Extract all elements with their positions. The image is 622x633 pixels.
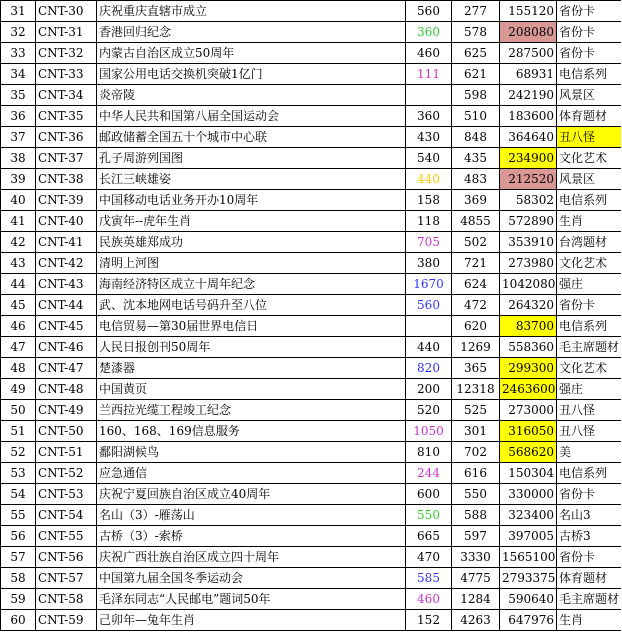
row-number-cell[interactable]: 47 xyxy=(1,337,36,358)
row-number-cell[interactable]: 48 xyxy=(1,358,36,379)
table-row xyxy=(1,64,621,85)
card-name-cell[interactable]: 民族英雄郑成功 xyxy=(97,232,406,253)
card-name-cell[interactable]: 庆祝重庆直辖市成立 xyxy=(97,1,406,22)
card-name-cell[interactable]: 戊寅年--虎年生肖 xyxy=(97,211,406,232)
card-name-cell[interactable]: 毛泽东同志“人民邮电”题词50年 xyxy=(97,589,406,610)
card-code-cell[interactable]: CNT-35 xyxy=(36,106,97,127)
price-cell[interactable]: 520 xyxy=(406,400,452,421)
card-code-cell[interactable]: CNT-33 xyxy=(36,64,97,85)
total-cell[interactable]: 264320 xyxy=(500,295,557,316)
price-cell[interactable]: 244 xyxy=(406,463,452,484)
row-number-cell[interactable]: 42 xyxy=(1,232,36,253)
table-row xyxy=(1,253,621,274)
quantity-cell[interactable]: 435 xyxy=(452,148,500,169)
category-cell[interactable]: 电信系列 xyxy=(557,316,621,337)
table-row xyxy=(1,358,621,379)
card-code-cell[interactable]: CNT-37 xyxy=(36,148,97,169)
row-number-cell[interactable]: 39 xyxy=(1,169,36,190)
quantity-cell[interactable]: 472 xyxy=(452,295,500,316)
quantity-cell[interactable]: 277 xyxy=(452,1,500,22)
total-cell[interactable]: 316050 xyxy=(500,421,557,442)
quantity-cell[interactable]: 301 xyxy=(452,421,500,442)
quantity-cell[interactable]: 621 xyxy=(452,64,500,85)
category-cell[interactable]: 体育题材 xyxy=(557,106,621,127)
quantity-cell[interactable]: 624 xyxy=(452,274,500,295)
table-row xyxy=(1,295,621,316)
row-number-cell[interactable]: 60 xyxy=(1,610,36,631)
card-name-cell[interactable]: 中华人民共和国第八届全国运动会 xyxy=(97,106,406,127)
category-cell[interactable]: 省份卡 xyxy=(557,547,621,568)
row-number-cell[interactable]: 59 xyxy=(1,589,36,610)
total-cell[interactable]: 155120 xyxy=(500,1,557,22)
table-row xyxy=(1,106,621,127)
card-name-cell[interactable]: 长江三峡雄姿 xyxy=(97,169,406,190)
quantity-cell[interactable]: 4775 xyxy=(452,568,500,589)
table-row xyxy=(1,316,621,337)
card-code-cell[interactable]: CNT-34 xyxy=(36,85,97,106)
category-cell[interactable]: 强庄 xyxy=(557,274,621,295)
price-cell[interactable]: 200 xyxy=(406,379,452,400)
quantity-cell[interactable]: 12318 xyxy=(452,379,500,400)
category-cell[interactable]: 省份卡 xyxy=(557,484,621,505)
total-cell[interactable]: 273000 xyxy=(500,400,557,421)
price-cell[interactable]: 820 xyxy=(406,358,452,379)
row-number-cell[interactable]: 58 xyxy=(1,568,36,589)
quantity-cell[interactable]: 4855 xyxy=(452,211,500,232)
quantity-cell[interactable]: 578 xyxy=(452,22,500,43)
price-cell[interactable]: 600 xyxy=(406,484,452,505)
row-number-cell[interactable]: 50 xyxy=(1,400,36,421)
category-cell[interactable]: 强庄 xyxy=(557,379,621,400)
price-cell[interactable]: 460 xyxy=(406,43,452,64)
category-cell[interactable]: 省份卡 xyxy=(557,22,621,43)
row-number-cell[interactable]: 44 xyxy=(1,274,36,295)
table-row xyxy=(1,337,621,358)
table-row xyxy=(1,379,621,400)
category-cell[interactable]: 台湾题材 xyxy=(557,232,621,253)
table-row xyxy=(1,22,621,43)
table-row xyxy=(1,547,621,568)
row-number-cell[interactable]: 46 xyxy=(1,316,36,337)
card-code-cell[interactable]: CNT-44 xyxy=(36,295,97,316)
price-cell[interactable]: 380 xyxy=(406,253,452,274)
row-number-cell[interactable]: 35 xyxy=(1,85,36,106)
quantity-cell[interactable]: 3330 xyxy=(452,547,500,568)
total-cell[interactable]: 234900 xyxy=(500,148,557,169)
total-cell[interactable]: 364640 xyxy=(500,127,557,148)
total-cell[interactable]: 590640 xyxy=(500,589,557,610)
category-cell[interactable]: 文化艺术 xyxy=(557,358,621,379)
card-name-cell[interactable]: 中国黄页 xyxy=(97,379,406,400)
category-cell[interactable]: 古桥3 xyxy=(557,526,621,547)
card-code-cell[interactable]: CNT-55 xyxy=(36,526,97,547)
row-number-cell[interactable]: 45 xyxy=(1,295,36,316)
total-cell[interactable]: 323400 xyxy=(500,505,557,526)
row-number-cell[interactable]: 56 xyxy=(1,526,36,547)
table-row xyxy=(1,43,621,64)
quantity-cell[interactable]: 550 xyxy=(452,484,500,505)
price-cell[interactable]: 540 xyxy=(406,148,452,169)
price-cell[interactable] xyxy=(406,85,452,106)
card-code-cell[interactable]: CNT-32 xyxy=(36,43,97,64)
card-name-cell[interactable]: 楚漆器 xyxy=(97,358,406,379)
card-code-cell[interactable]: CNT-40 xyxy=(36,211,97,232)
table-row xyxy=(1,589,621,610)
card-name-cell[interactable]: 内蒙古自治区成立50周年 xyxy=(97,43,406,64)
card-name-cell[interactable]: 中国第九届全国冬季运动会 xyxy=(97,568,406,589)
category-cell[interactable]: 生肖 xyxy=(557,610,621,631)
row-number-cell[interactable]: 57 xyxy=(1,547,36,568)
total-cell[interactable]: 568620 xyxy=(500,442,557,463)
table-row xyxy=(1,610,621,631)
price-cell[interactable]: 360 xyxy=(406,22,452,43)
price-cell[interactable]: 118 xyxy=(406,211,452,232)
card-name-cell[interactable]: 武、沈本地网电话号码升至八位 xyxy=(97,295,406,316)
price-cell[interactable] xyxy=(406,316,452,337)
card-name-cell[interactable]: 国家公用电话交换机突破1亿门 xyxy=(97,64,406,85)
quantity-cell[interactable]: 620 xyxy=(452,316,500,337)
card-name-cell[interactable]: 庆祝广西壮族自治区成立四十周年 xyxy=(97,547,406,568)
card-code-cell[interactable]: CNT-38 xyxy=(36,169,97,190)
table-body xyxy=(1,1,621,631)
category-cell[interactable]: 体育题材 xyxy=(557,568,621,589)
card-code-cell[interactable]: CNT-53 xyxy=(36,484,97,505)
card-code-cell[interactable]: CNT-48 xyxy=(36,379,97,400)
price-cell[interactable]: 810 xyxy=(406,442,452,463)
table-row xyxy=(1,211,621,232)
price-cell[interactable]: 111 xyxy=(406,64,452,85)
card-name-cell[interactable]: 人民日报创刊50周年 xyxy=(97,337,406,358)
quantity-cell[interactable]: 1269 xyxy=(452,337,500,358)
category-cell[interactable]: 电信系列 xyxy=(557,64,621,85)
price-cell[interactable]: 560 xyxy=(406,1,452,22)
row-number-cell[interactable]: 36 xyxy=(1,106,36,127)
category-cell[interactable]: 毛主席题材 xyxy=(557,589,621,610)
total-cell[interactable]: 287500 xyxy=(500,43,557,64)
table-row xyxy=(1,421,621,442)
card-name-cell[interactable]: 鄱阳湖候鸟 xyxy=(97,442,406,463)
quantity-cell[interactable]: 848 xyxy=(452,127,500,148)
card-name-cell[interactable]: 海南经济特区成立十周年纪念 xyxy=(97,274,406,295)
price-cell[interactable]: 440 xyxy=(406,169,452,190)
table-row xyxy=(1,505,621,526)
card-name-cell[interactable]: 邮政储蓄全国五十个城市中心联 xyxy=(97,127,406,148)
card-name-cell[interactable]: 应急通信 xyxy=(97,463,406,484)
quantity-cell[interactable]: 625 xyxy=(452,43,500,64)
price-cell[interactable]: 1050 xyxy=(406,421,452,442)
category-cell[interactable]: 省份卡 xyxy=(557,1,621,22)
total-cell[interactable]: 2463600 xyxy=(500,379,557,400)
row-number-cell[interactable]: 33 xyxy=(1,43,36,64)
price-cell[interactable]: 560 xyxy=(406,295,452,316)
total-cell[interactable]: 299300 xyxy=(500,358,557,379)
price-cell[interactable]: 550 xyxy=(406,505,452,526)
total-cell[interactable]: 150304 xyxy=(500,463,557,484)
card-code-cell[interactable]: CNT-52 xyxy=(36,463,97,484)
total-cell[interactable]: 1565100 xyxy=(500,547,557,568)
card-name-cell[interactable]: 清明上河图 xyxy=(97,253,406,274)
card-code-cell[interactable]: CNT-58 xyxy=(36,589,97,610)
category-cell[interactable]: 文化艺术 xyxy=(557,253,621,274)
table-row xyxy=(1,484,621,505)
price-cell[interactable]: 665 xyxy=(406,526,452,547)
quantity-cell[interactable]: 510 xyxy=(452,106,500,127)
row-number-cell[interactable]: 55 xyxy=(1,505,36,526)
card-name-cell[interactable]: 香港回归纪念 xyxy=(97,22,406,43)
total-cell[interactable]: 397005 xyxy=(500,526,557,547)
card-code-cell[interactable]: CNT-31 xyxy=(36,22,97,43)
total-cell[interactable]: 68931 xyxy=(500,64,557,85)
quantity-cell[interactable]: 721 xyxy=(452,253,500,274)
category-cell[interactable]: 风景区 xyxy=(557,85,621,106)
card-code-cell[interactable]: CNT-57 xyxy=(36,568,97,589)
quantity-cell[interactable]: 365 xyxy=(452,358,500,379)
category-cell[interactable]: 名山3 xyxy=(557,505,621,526)
card-code-cell[interactable]: CNT-49 xyxy=(36,400,97,421)
quantity-cell[interactable]: 616 xyxy=(452,463,500,484)
total-cell[interactable]: 183600 xyxy=(500,106,557,127)
quantity-cell[interactable]: 1284 xyxy=(452,589,500,610)
category-cell[interactable]: 风景区 xyxy=(557,169,621,190)
card-name-cell[interactable]: 电信贸易—第30届世界电信日 xyxy=(97,316,406,337)
total-cell[interactable]: 353910 xyxy=(500,232,557,253)
table-row xyxy=(1,442,621,463)
table-row xyxy=(1,526,621,547)
row-number-cell[interactable]: 41 xyxy=(1,211,36,232)
category-cell[interactable]: 生肖 xyxy=(557,211,621,232)
category-cell[interactable]: 电信系列 xyxy=(557,190,621,211)
card-code-cell[interactable]: CNT-47 xyxy=(36,358,97,379)
card-name-cell[interactable]: 中国移动电话业务开办10周年 xyxy=(97,190,406,211)
card-name-cell[interactable]: 名山（3）-雁荡山 xyxy=(97,505,406,526)
table-row xyxy=(1,463,621,484)
card-code-cell[interactable]: CNT-45 xyxy=(36,316,97,337)
quantity-cell[interactable]: 588 xyxy=(452,505,500,526)
total-cell[interactable]: 558360 xyxy=(500,337,557,358)
total-cell[interactable]: 273980 xyxy=(500,253,557,274)
row-number-cell[interactable]: 40 xyxy=(1,190,36,211)
card-code-cell[interactable]: CNT-30 xyxy=(36,1,97,22)
category-cell[interactable]: 文化艺术 xyxy=(557,148,621,169)
price-cell[interactable]: 360 xyxy=(406,106,452,127)
price-cell[interactable]: 152 xyxy=(406,610,452,631)
quantity-cell[interactable]: 598 xyxy=(452,85,500,106)
table-row xyxy=(1,400,621,421)
quantity-cell[interactable]: 4263 xyxy=(452,610,500,631)
table-row xyxy=(1,190,621,211)
card-code-cell[interactable]: CNT-51 xyxy=(36,442,97,463)
quantity-cell[interactable]: 483 xyxy=(452,169,500,190)
quantity-cell[interactable]: 702 xyxy=(452,442,500,463)
category-cell[interactable]: 丑八怪 xyxy=(557,127,621,148)
table-row xyxy=(1,232,621,253)
row-number-cell[interactable]: 31 xyxy=(1,1,36,22)
row-number-cell[interactable]: 32 xyxy=(1,22,36,43)
quantity-cell[interactable]: 369 xyxy=(452,190,500,211)
row-number-cell[interactable]: 53 xyxy=(1,463,36,484)
card-code-cell[interactable]: CNT-39 xyxy=(36,190,97,211)
row-number-cell[interactable]: 37 xyxy=(1,127,36,148)
total-cell[interactable]: 2793375 xyxy=(500,568,557,589)
table-row xyxy=(1,274,621,295)
category-cell[interactable]: 美 xyxy=(557,442,621,463)
price-cell[interactable]: 705 xyxy=(406,232,452,253)
card-code-cell[interactable]: CNT-41 xyxy=(36,232,97,253)
price-cell[interactable]: 585 xyxy=(406,568,452,589)
price-cell[interactable]: 158 xyxy=(406,190,452,211)
total-cell[interactable]: 208080 xyxy=(500,22,557,43)
table-row xyxy=(1,85,621,106)
table-row xyxy=(1,1,621,22)
row-number-cell[interactable]: 51 xyxy=(1,421,36,442)
category-cell[interactable]: 省份卡 xyxy=(557,43,621,64)
total-cell[interactable]: 572890 xyxy=(500,211,557,232)
card-code-cell[interactable]: CNT-42 xyxy=(36,253,97,274)
price-cell[interactable]: 1670 xyxy=(406,274,452,295)
category-cell[interactable]: 丑八怪 xyxy=(557,421,621,442)
card-name-cell[interactable]: 160、168、169信息服务 xyxy=(97,421,406,442)
card-name-cell[interactable]: 庆祝宁夏回族自治区成立40周年 xyxy=(97,484,406,505)
row-number-cell[interactable]: 54 xyxy=(1,484,36,505)
total-cell[interactable]: 330000 xyxy=(500,484,557,505)
table-row xyxy=(1,568,621,589)
table-row xyxy=(1,169,621,190)
category-cell[interactable]: 毛主席题材 xyxy=(557,337,621,358)
card-code-cell[interactable]: CNT-56 xyxy=(36,547,97,568)
total-cell[interactable]: 212520 xyxy=(500,169,557,190)
table-row xyxy=(1,148,621,169)
card-name-cell[interactable]: 孔子周游列国图 xyxy=(97,148,406,169)
table-row xyxy=(1,127,621,148)
total-cell[interactable]: 242190 xyxy=(500,85,557,106)
card-code-cell[interactable]: CNT-46 xyxy=(36,337,97,358)
price-cell[interactable]: 460 xyxy=(406,589,452,610)
card-name-cell[interactable]: 己卯年—兔年生肖 xyxy=(97,610,406,631)
card-name-cell[interactable]: 炎帝陵 xyxy=(97,85,406,106)
card-name-cell[interactable]: 兰西拉光缆工程竣工纪念 xyxy=(97,400,406,421)
price-cell[interactable]: 430 xyxy=(406,127,452,148)
total-cell[interactable]: 83700 xyxy=(500,316,557,337)
total-cell[interactable]: 647976 xyxy=(500,610,557,631)
row-number-cell[interactable]: 49 xyxy=(1,379,36,400)
card-code-cell[interactable]: CNT-59 xyxy=(36,610,97,631)
card-code-cell[interactable]: CNT-36 xyxy=(36,127,97,148)
card-name-cell[interactable]: 古桥（3）-索桥 xyxy=(97,526,406,547)
card-code-cell[interactable]: CNT-54 xyxy=(36,505,97,526)
row-number-cell[interactable]: 34 xyxy=(1,64,36,85)
price-cell[interactable]: 470 xyxy=(406,547,452,568)
category-cell[interactable]: 丑八怪 xyxy=(557,400,621,421)
total-cell[interactable]: 1042080 xyxy=(500,274,557,295)
card-code-cell[interactable]: CNT-43 xyxy=(36,274,97,295)
row-number-cell[interactable]: 43 xyxy=(1,253,36,274)
quantity-cell[interactable]: 525 xyxy=(452,400,500,421)
row-number-cell[interactable]: 38 xyxy=(1,148,36,169)
category-cell[interactable]: 电信系列 xyxy=(557,463,621,484)
category-cell[interactable]: 省份卡 xyxy=(557,295,621,316)
quantity-cell[interactable]: 502 xyxy=(452,232,500,253)
card-code-cell[interactable]: CNT-50 xyxy=(36,421,97,442)
price-cell[interactable]: 440 xyxy=(406,337,452,358)
row-number-cell[interactable]: 52 xyxy=(1,442,36,463)
total-cell[interactable]: 58302 xyxy=(500,190,557,211)
quantity-cell[interactable]: 597 xyxy=(452,526,500,547)
